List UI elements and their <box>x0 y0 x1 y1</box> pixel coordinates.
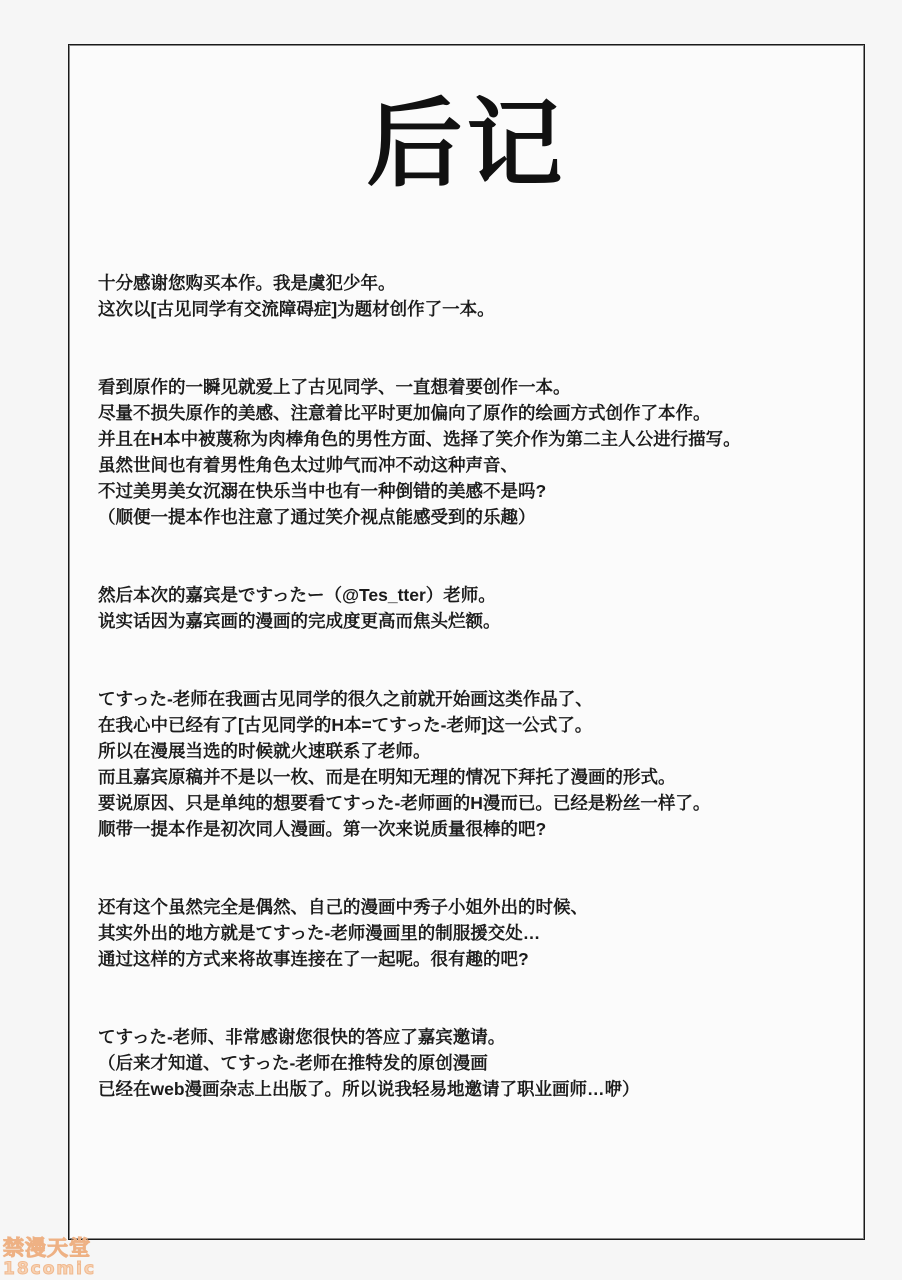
text-line: 还有这个虽然完全是偶然、自己的漫画中秀子小姐外出的时候、 <box>98 897 588 917</box>
text-line: 并且在H本中被蔑称为肉棒角色的男性方面、选择了笑介作为第二主人公进行描写。 <box>98 429 741 449</box>
text-line: 说实话因为嘉宾画的漫画的完成度更高而焦头烂额。 <box>98 611 501 631</box>
paragraph-1 <box>98 270 839 322</box>
text-line: 这次以[古见同学有交流障碍症]为题材创作了一本。 <box>98 299 495 319</box>
text-line: 而且嘉宾原稿并不是以一枚、而是在明知无理的情况下拜托了漫画的形式。 <box>98 767 676 787</box>
text-line: 十分感谢您购买本作。我是虞犯少年。 <box>98 273 396 293</box>
text-line: 虽然世间也有着男性角色太过帅气而冲不动这种声音、 <box>98 455 518 475</box>
paragraph-6 <box>98 1024 839 1102</box>
text-line: 要说原因、只是单纯的想要看てすった-老师画的H漫而已。已经是粉丝一样了。 <box>98 793 711 813</box>
afterword-body <box>98 270 839 1102</box>
text-line: 通过这样的方式来将故事连接在了一起呢。很有趣的吧? <box>98 949 529 969</box>
paragraph-2 <box>98 374 839 530</box>
text-line: （后来才知道、てすった-老师在推特发的原创漫画 <box>98 1053 488 1073</box>
afterword-frame <box>68 44 865 1240</box>
page-title: 后记 <box>366 87 567 200</box>
watermark-chinese-text: 禁漫天堂 <box>3 1236 91 1260</box>
text-line: 所以在漫展当选的时候就火速联系了老师。 <box>98 741 431 761</box>
watermark-latin-text: 18comic <box>3 1259 97 1279</box>
text-line: 已经在web漫画杂志上出版了。所以说我轻易地邀请了职业画师…咿） <box>98 1079 640 1099</box>
paragraph-3 <box>98 582 839 634</box>
paragraph-4 <box>98 686 839 842</box>
text-line: 不过美男美女沉溺在快乐当中也有一种倒错的美感不是吗? <box>98 481 547 501</box>
text-line: 然后本次的嘉宾是ですったー（@Tes_tter）老师。 <box>98 585 496 605</box>
text-line: 尽量不损失原作的美感、注意着比平时更加偏向了原作的绘画方式创作了本作。 <box>98 403 711 423</box>
text-line: （顺便一提本作也注意了通过笑介视点能感受到的乐趣） <box>98 507 536 527</box>
text-line: 在我心中已经有了[古见同学的H本=てすった-老师]这一公式了。 <box>98 715 593 735</box>
text-line: てすった-老师、非常感谢您很快的答应了嘉宾邀请。 <box>98 1027 506 1047</box>
text-line: 其实外出的地方就是てすった-老师漫画里的制服援交处… <box>98 923 541 943</box>
paragraph-5 <box>98 894 839 972</box>
site-watermark <box>3 1238 107 1278</box>
text-line: てすった-老师在我画古见同学的很久之前就开始画这类作品了、 <box>98 689 593 709</box>
text-line: 顺带一提本作是初次同人漫画。第一次来说质量很棒的吧? <box>98 819 547 839</box>
text-line: 看到原作的一瞬见就爱上了古见同学、一直想着要创作一本。 <box>98 377 571 397</box>
